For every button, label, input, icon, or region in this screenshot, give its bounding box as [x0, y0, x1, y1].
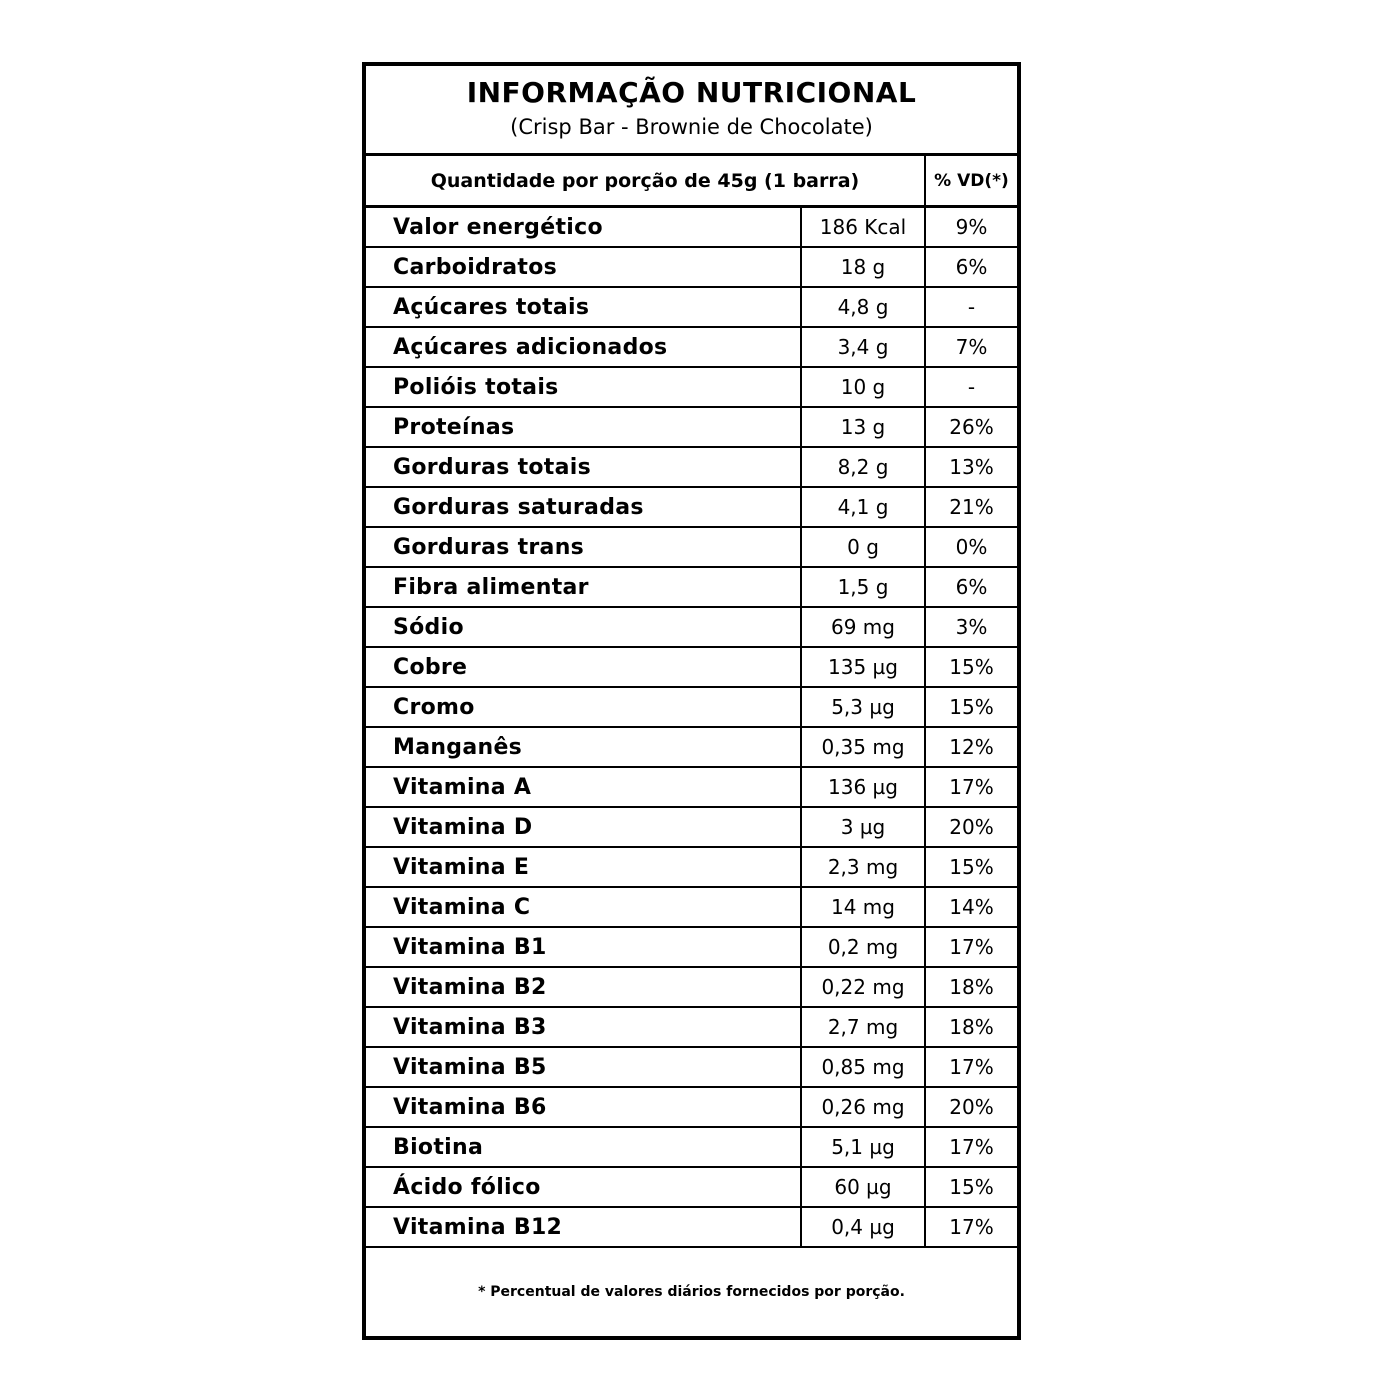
daily-value-header: % VD(*) [934, 170, 1009, 191]
nutrient-row [366, 408, 1017, 448]
nutrient-row [366, 1088, 1017, 1128]
nutrient-name: Vitamina B5 [366, 1048, 802, 1086]
nutrient-row [366, 448, 1017, 488]
nutrient-name: Vitamina B3 [366, 1008, 802, 1046]
nutrient-row [366, 728, 1017, 768]
nutrient-name: Carboidratos [366, 248, 802, 286]
nutrient-name: Vitamina B2 [366, 968, 802, 1006]
nutrient-daily-value: 20% [949, 1095, 994, 1119]
nutrient-daily-value: 9% [955, 215, 988, 239]
nutrient-name: Gorduras trans [366, 528, 802, 566]
nutrient-daily-value: 17% [949, 775, 994, 799]
nutrient-name: Vitamina E [366, 848, 802, 886]
nutrient-amount: 186 Kcal [802, 208, 926, 246]
nutrient-daily-value: - [967, 375, 976, 399]
nutrient-daily-value: 20% [949, 815, 994, 839]
nutrient-name: Cobre [366, 648, 802, 686]
nutrient-daily-value: 15% [949, 655, 994, 679]
table-header-row [366, 156, 1017, 208]
nutrient-amount: 18 g [802, 248, 926, 286]
nutrient-amount: 3,4 g [802, 328, 926, 366]
nutrient-name: Gorduras totais [366, 448, 802, 486]
nutrient-amount: 2,3 mg [802, 848, 926, 886]
nutrient-amount: 3 µg [802, 808, 926, 846]
nutrient-amount: 0,2 mg [802, 928, 926, 966]
nutrient-amount: 2,7 mg [802, 1008, 926, 1046]
nutrient-row [366, 568, 1017, 608]
nutrient-daily-value: 26% [949, 415, 994, 439]
nutrient-amount: 4,1 g [802, 488, 926, 526]
footnote: * Percentual de valores diários fornecidos por porção. [478, 1284, 905, 1300]
nutrient-daily-value: 17% [949, 1135, 994, 1159]
nutrient-daily-value: - [967, 295, 976, 319]
nutrient-row [366, 648, 1017, 688]
nutrient-daily-value: 21% [949, 495, 994, 519]
nutrient-daily-value: 6% [955, 255, 988, 279]
nutrient-row [366, 288, 1017, 328]
nutrient-amount: 5,1 µg [802, 1128, 926, 1166]
label-subtitle: (Crisp Bar - Brownie de Chocolate) [510, 115, 873, 139]
nutrient-amount: 136 µg [802, 768, 926, 806]
nutrient-amount: 13 g [802, 408, 926, 446]
nutrient-daily-value: 3% [955, 615, 988, 639]
nutrient-daily-value: 14% [949, 895, 994, 919]
nutrient-row [366, 1128, 1017, 1168]
nutrient-daily-value: 17% [949, 1055, 994, 1079]
nutrient-daily-value: 18% [949, 1015, 994, 1039]
nutrition-facts-label [362, 62, 1021, 1340]
nutrient-name: Vitamina A [366, 768, 802, 806]
nutrient-name: Cromo [366, 688, 802, 726]
nutrient-daily-value: 6% [955, 575, 988, 599]
nutrient-row [366, 1168, 1017, 1208]
nutrient-name: Vitamina B6 [366, 1088, 802, 1126]
nutrient-name: Vitamina D [366, 808, 802, 846]
nutrient-row [366, 608, 1017, 648]
nutrient-amount: 0,85 mg [802, 1048, 926, 1086]
nutrient-row [366, 888, 1017, 928]
nutrient-row [366, 688, 1017, 728]
nutrient-row [366, 488, 1017, 528]
nutrient-name: Polióis totais [366, 368, 802, 406]
nutrient-daily-value: 17% [949, 1215, 994, 1239]
nutrient-name: Vitamina B1 [366, 928, 802, 966]
nutrient-amount: 1,5 g [802, 568, 926, 606]
serving-size-header: Quantidade por porção de 45g (1 barra) [366, 156, 926, 205]
nutrient-row [366, 248, 1017, 288]
nutrient-amount: 14 mg [802, 888, 926, 926]
nutrient-row [366, 1208, 1017, 1248]
nutrient-row [366, 968, 1017, 1008]
nutrient-name: Vitamina B12 [366, 1208, 802, 1246]
nutrient-daily-value: 18% [949, 975, 994, 999]
nutrient-row [366, 1008, 1017, 1048]
nutrient-row [366, 328, 1017, 368]
nutrient-name: Fibra alimentar [366, 568, 802, 606]
nutrient-amount: 0,26 mg [802, 1088, 926, 1126]
nutrient-name: Ácido fólico [366, 1168, 802, 1206]
nutrient-name: Gorduras saturadas [366, 488, 802, 526]
nutrient-row [366, 928, 1017, 968]
nutrient-amount: 0 g [802, 528, 926, 566]
nutrient-row [366, 848, 1017, 888]
nutrient-row [366, 368, 1017, 408]
nutrient-daily-value: 15% [949, 1175, 994, 1199]
nutrient-name: Sódio [366, 608, 802, 646]
nutrient-row [366, 768, 1017, 808]
nutrient-amount: 69 mg [802, 608, 926, 646]
nutrient-amount: 4,8 g [802, 288, 926, 326]
nutrient-row [366, 1048, 1017, 1088]
nutrient-amount: 60 µg [802, 1168, 926, 1206]
nutrient-row [366, 808, 1017, 848]
nutrient-amount: 0,4 µg [802, 1208, 926, 1246]
nutrient-daily-value: 0% [955, 535, 988, 559]
nutrient-amount: 0,35 mg [802, 728, 926, 766]
nutrient-amount: 10 g [802, 368, 926, 406]
nutrient-name: Biotina [366, 1128, 802, 1166]
nutrient-name: Manganês [366, 728, 802, 766]
label-title: INFORMAÇÃO NUTRICIONAL [466, 76, 917, 109]
nutrient-row [366, 208, 1017, 248]
nutrient-daily-value: 13% [949, 455, 994, 479]
nutrient-row [366, 528, 1017, 568]
nutrient-amount: 0,22 mg [802, 968, 926, 1006]
nutrient-daily-value: 15% [949, 855, 994, 879]
nutrient-amount: 8,2 g [802, 448, 926, 486]
nutrient-name: Açúcares adicionados [366, 328, 802, 366]
nutrient-name: Açúcares totais [366, 288, 802, 326]
nutrient-amount: 135 µg [802, 648, 926, 686]
nutrient-daily-value: 7% [955, 335, 988, 359]
nutrient-table-body [366, 208, 1017, 1248]
nutrient-name: Vitamina C [366, 888, 802, 926]
nutrient-daily-value: 12% [949, 735, 994, 759]
nutrient-amount: 5,3 µg [802, 688, 926, 726]
nutrient-name: Valor energético [366, 208, 802, 246]
nutrient-daily-value: 15% [949, 695, 994, 719]
label-title-block [366, 66, 1017, 156]
nutrient-name: Proteínas [366, 408, 802, 446]
nutrient-daily-value: 17% [949, 935, 994, 959]
